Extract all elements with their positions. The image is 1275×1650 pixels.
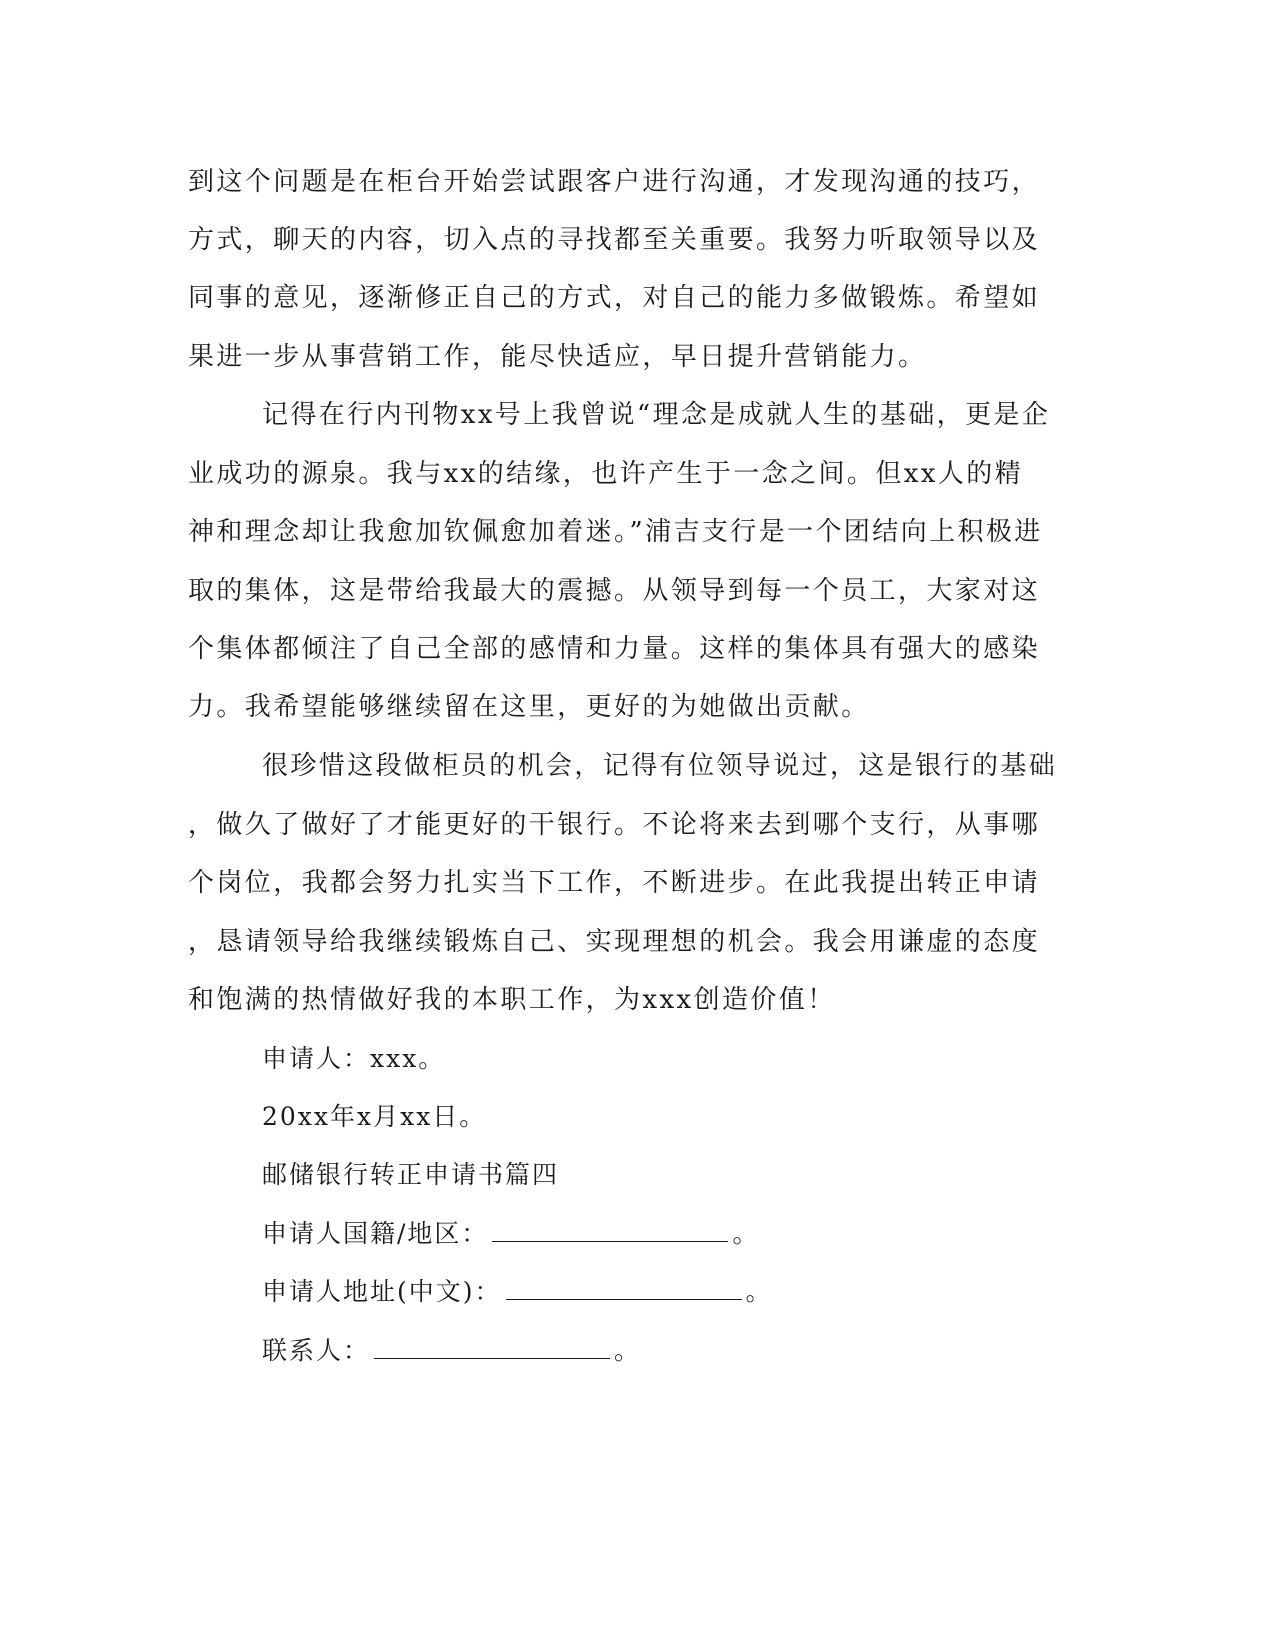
nationality-label: 申请人国籍/地区： xyxy=(262,1219,489,1248)
paragraph-line: ，恳请领导给我继续锻炼自己、实现理想的机会。我会用谦虚的态度 xyxy=(188,927,1041,957)
nationality-field xyxy=(262,1216,759,1252)
date-line: 20xx年x月xx日。 xyxy=(262,1102,487,1131)
address-label: 申请人地址(中文)： xyxy=(262,1277,502,1306)
paragraph-line: 果进一步从事营销工作，能尽快适应，早日提升营销能力。 xyxy=(188,342,927,372)
paragraph-line: 神和理念却让我愈加钦佩愈加着迷。”浦吉支行是一个团结向上积极进 xyxy=(188,517,1043,547)
section-title: 邮储银行转正申请书篇四 xyxy=(262,1160,560,1189)
address-blank xyxy=(506,1277,742,1300)
nationality-blank xyxy=(492,1219,728,1242)
paragraph-line: 个岗位，我都会努力扎实当下工作，不断进步。在此我提出转正申请 xyxy=(188,868,1041,898)
applicant-line: 申请人：xxx。 xyxy=(262,1044,446,1073)
field-end: 。 xyxy=(732,1219,760,1248)
paragraph-line: 业成功的源泉。我与xx的结缘，也许产生于一念之间。但xx人的精 xyxy=(188,459,1024,489)
paragraph-line: 和饱满的热情做好我的本职工作，为xxx创造价值！ xyxy=(188,985,836,1015)
contact-field xyxy=(262,1333,641,1369)
paragraph-line: 取的集体，这是带给我最大的震撼。从领导到每一个员工，大家对这 xyxy=(188,576,1041,606)
paragraph-line: 同事的意见，逐渐修正自己的方式，对自己的能力多做锻炼。希望如 xyxy=(188,283,1041,313)
address-field xyxy=(262,1274,773,1310)
paragraph-line: 很珍惜这段做柜员的机会，记得有位领导说过，这是银行的基础 xyxy=(262,751,1058,781)
contact-label: 联系人： xyxy=(262,1336,371,1365)
paragraph-line: ，做久了做好了才能更好的干银行。不论将来去到哪个支行，从事哪 xyxy=(188,810,1041,840)
contact-blank xyxy=(374,1336,610,1359)
field-end: 。 xyxy=(614,1336,642,1365)
paragraph-line: 个集体都倾注了自己全部的感情和力量。这样的集体具有强大的感染 xyxy=(188,634,1041,664)
paragraph-line: 方式，聊天的内容，切入点的寻找都至关重要。我努力听取领导以及 xyxy=(188,225,1041,255)
paragraph-line: 到这个问题是在柜台开始尝试跟客户进行沟通，才发现沟通的技巧， xyxy=(188,167,1041,197)
paragraph-line: 力。我希望能够继续留在这里，更好的为她做出贡献。 xyxy=(188,692,870,722)
paragraph-line: 记得在行内刊物xx号上我曾说“理念是成就人生的基础，更是企 xyxy=(262,400,1051,430)
field-end: 。 xyxy=(745,1277,773,1306)
